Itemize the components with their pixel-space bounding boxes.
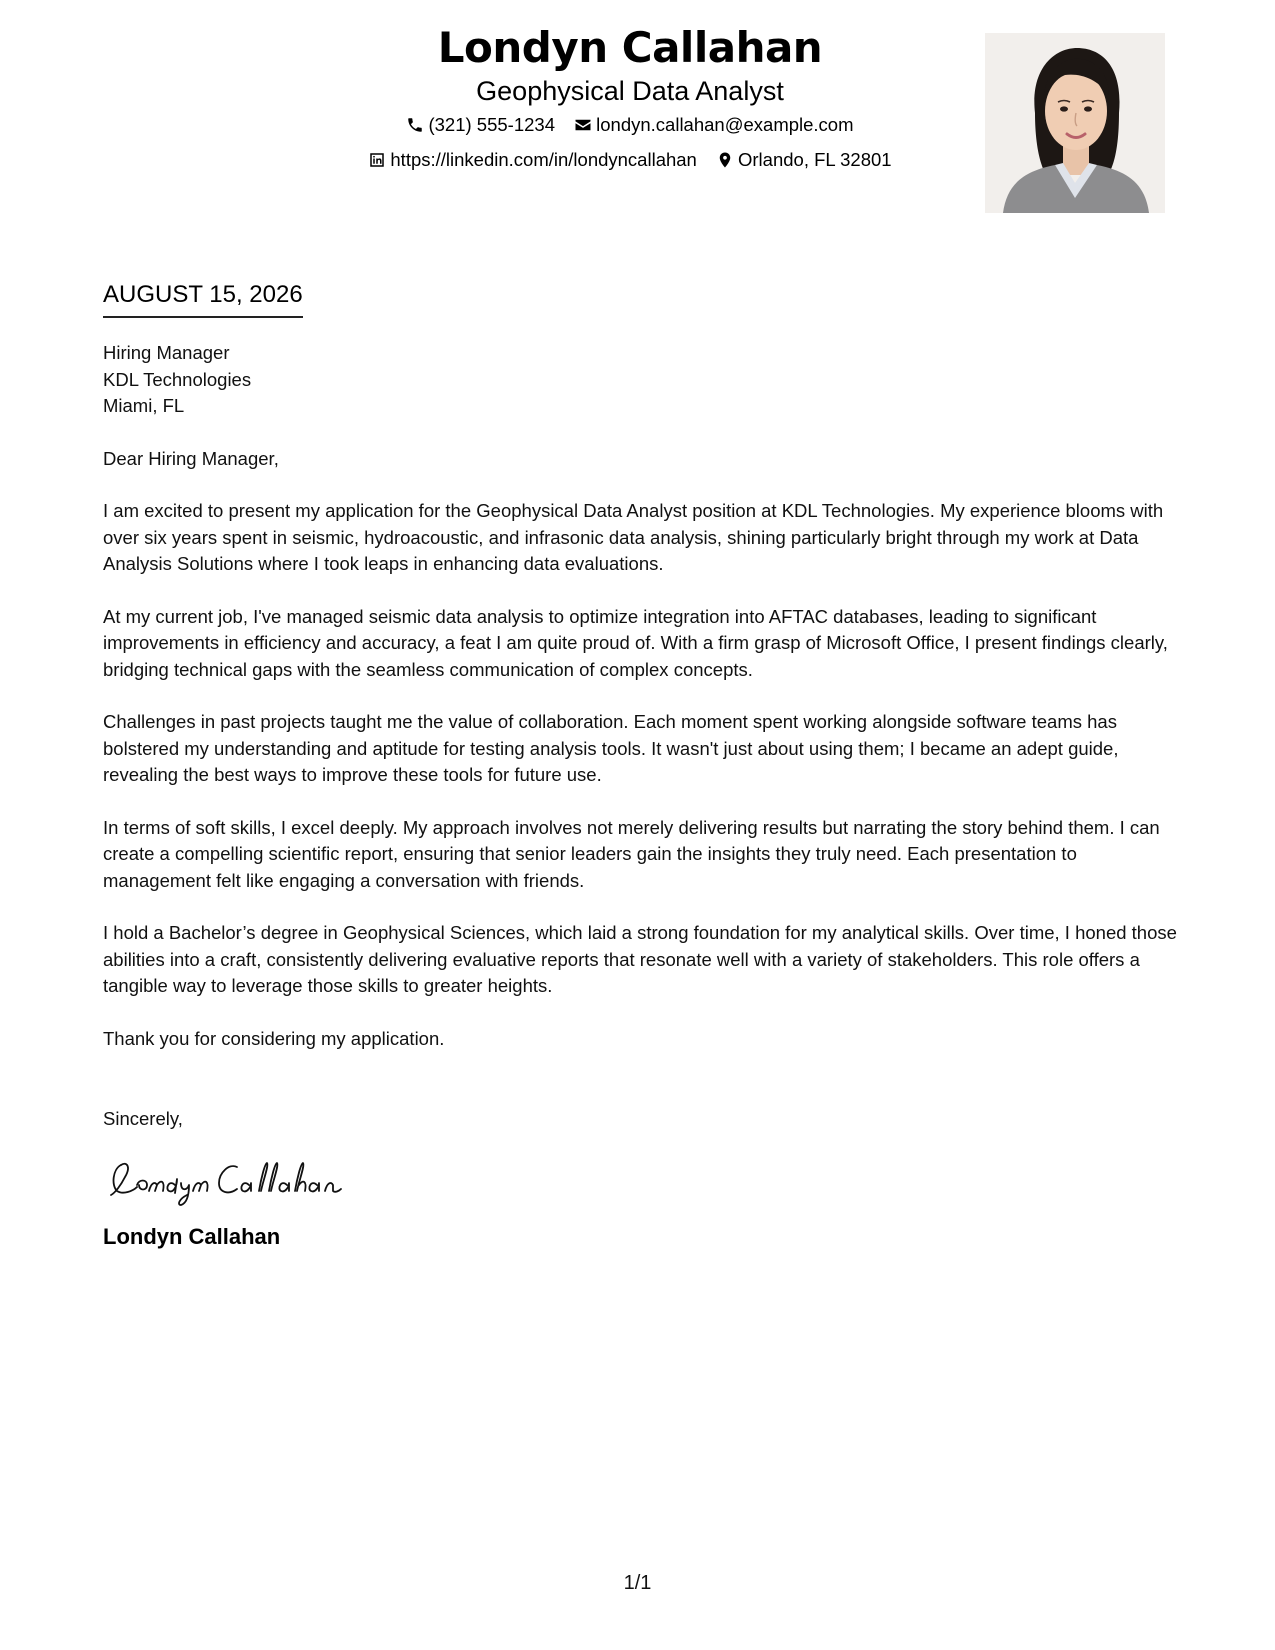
header-text (230, 22, 1030, 178)
paragraph-4: In terms of soft skills, I excel deeply. My approach involves not merely delivering results but narrating the story behind them. I can create a compelling scientific report, ensuring that senior leaders gain the insights they truly need. Each presentation to management felt like engaging a conversation with friends. (103, 816, 1160, 891)
recipient-location: Miami, FL (103, 395, 185, 416)
paragraph-1: I am excited to present my application for the Geophysical Data Analyst position at KDL Technologies. My experience blooms with over six years spent in seismic, hydroacoustic, and infrasonic data analysis, shining particularly bright through my work at Data Analysis Solutions where I took leaps in enhancing data evaluations. (103, 500, 1164, 574)
email-address: londyn.callahan@example.com (596, 114, 854, 135)
contact-phone (406, 110, 555, 140)
signature-illustration (103, 1151, 363, 1207)
contact-location (716, 145, 892, 175)
contact-row-1 (230, 110, 1030, 143)
paragraph-2: At my current job, I've managed seismic data analysis to optimize integration into AFTAC databases, leading to significant improvements in efficiency and accuracy, a feat I am quite proud of. With a firm grasp of Microsoft Office, I present findings clearly, bridging technical gaps with the seamless communication of complex concepts. (103, 605, 1168, 680)
portrait-illustration (985, 33, 1165, 213)
recipient-company: KDL Technologies (103, 368, 252, 390)
phone-icon (406, 116, 424, 134)
profile-photo (985, 33, 1165, 213)
location-text: Orlando, FL 32801 (738, 149, 892, 170)
linkedin-icon (368, 151, 386, 169)
closing: Sincerely, (103, 1108, 183, 1129)
paragraph-6: Thank you for considering my application. (103, 1027, 445, 1049)
letter-header (0, 22, 1275, 212)
salutation: Dear Hiring Manager, (103, 447, 279, 469)
paragraph-3: Challenges in past projects taught me the value of collaboration. Each moment spent working alongside software teams has bolstered my understanding and aptitude for testing analysis tools. It wasn't just about using them; I became an adept guide, revealing the best ways to improve these tools for future use. (103, 711, 1119, 785)
applicant-title: Geophysical Data Analyst (476, 76, 784, 106)
recipient-name: Hiring Manager (103, 342, 230, 363)
contact-email (574, 110, 853, 140)
page-number: 1/1 (623, 1572, 652, 1594)
envelope-icon (574, 116, 592, 134)
applicant-name: Londyn Callahan (437, 23, 823, 72)
contact-linkedin (368, 145, 696, 175)
letter-date: AUGUST 15, 2026 (103, 280, 303, 318)
letter-body (103, 340, 1178, 1251)
contact-row-2 (230, 145, 1030, 178)
handwritten-signature (103, 1151, 1178, 1207)
paragraph-5: I hold a Bachelor’s degree in Geophysical Sciences, which laid a strong foundation for my analytical skills. Over time, I honed those abilities into a craft, consistently delivering evaluative reports that resonate well with a variety of stakeholders. This role offers a tangible way to leverage those skills to greater heights. (103, 922, 1177, 996)
linkedin-url: https://linkedin.com/in/londyncallahan (390, 149, 697, 170)
phone-number: (321) 555-1234 (428, 114, 555, 135)
recipient-block (103, 340, 1178, 420)
map-pin-icon (716, 151, 734, 169)
signer-name: Londyn Callahan (103, 1223, 281, 1249)
